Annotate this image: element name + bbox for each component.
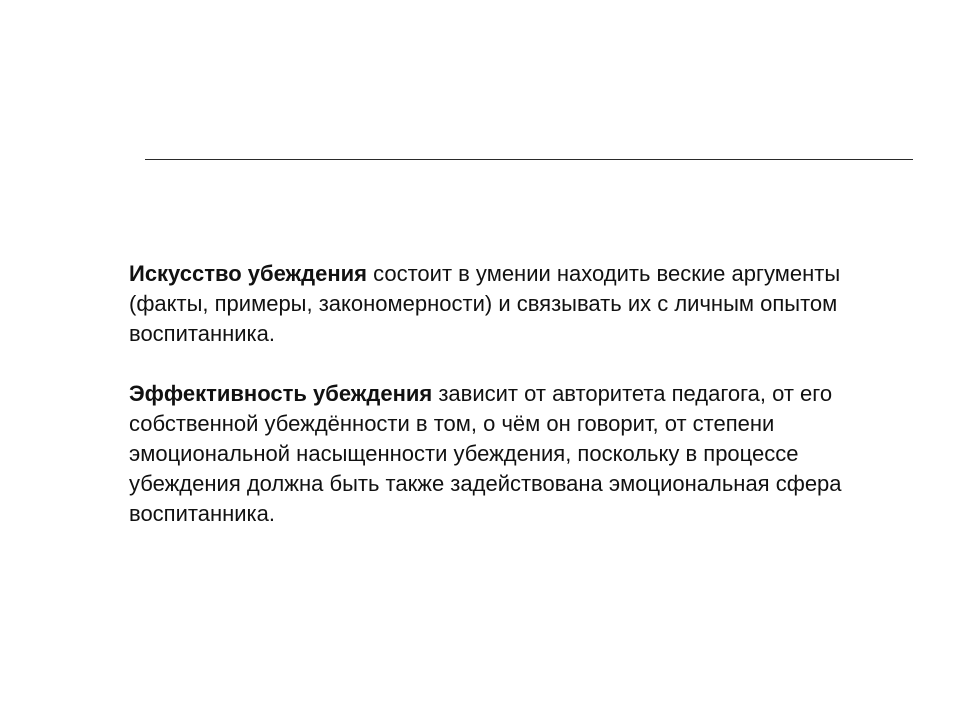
term-persuasion-effectiveness: Эффективность убеждения <box>129 381 433 406</box>
paragraph-persuasion-effectiveness <box>129 379 889 529</box>
paragraph-text: зависит от авторитета педагога, от его собственной убеждённости в том, о чём он говорит, от степени эмоциональной насыщенности убеждения, поскольку в процессе убеждения должна быть также задействована эмоциональная сфера воспитанника. <box>129 381 842 526</box>
paragraph-text: состоит в умении находить веские аргументы (факты, примеры, закономерности) и связывать их с личным опытом воспитанника. <box>129 261 841 346</box>
slide-content <box>129 259 889 529</box>
divider-line <box>145 159 913 160</box>
term-persuasion-art: Искусство убеждения <box>129 261 367 286</box>
paragraph-persuasion-art <box>129 259 889 349</box>
